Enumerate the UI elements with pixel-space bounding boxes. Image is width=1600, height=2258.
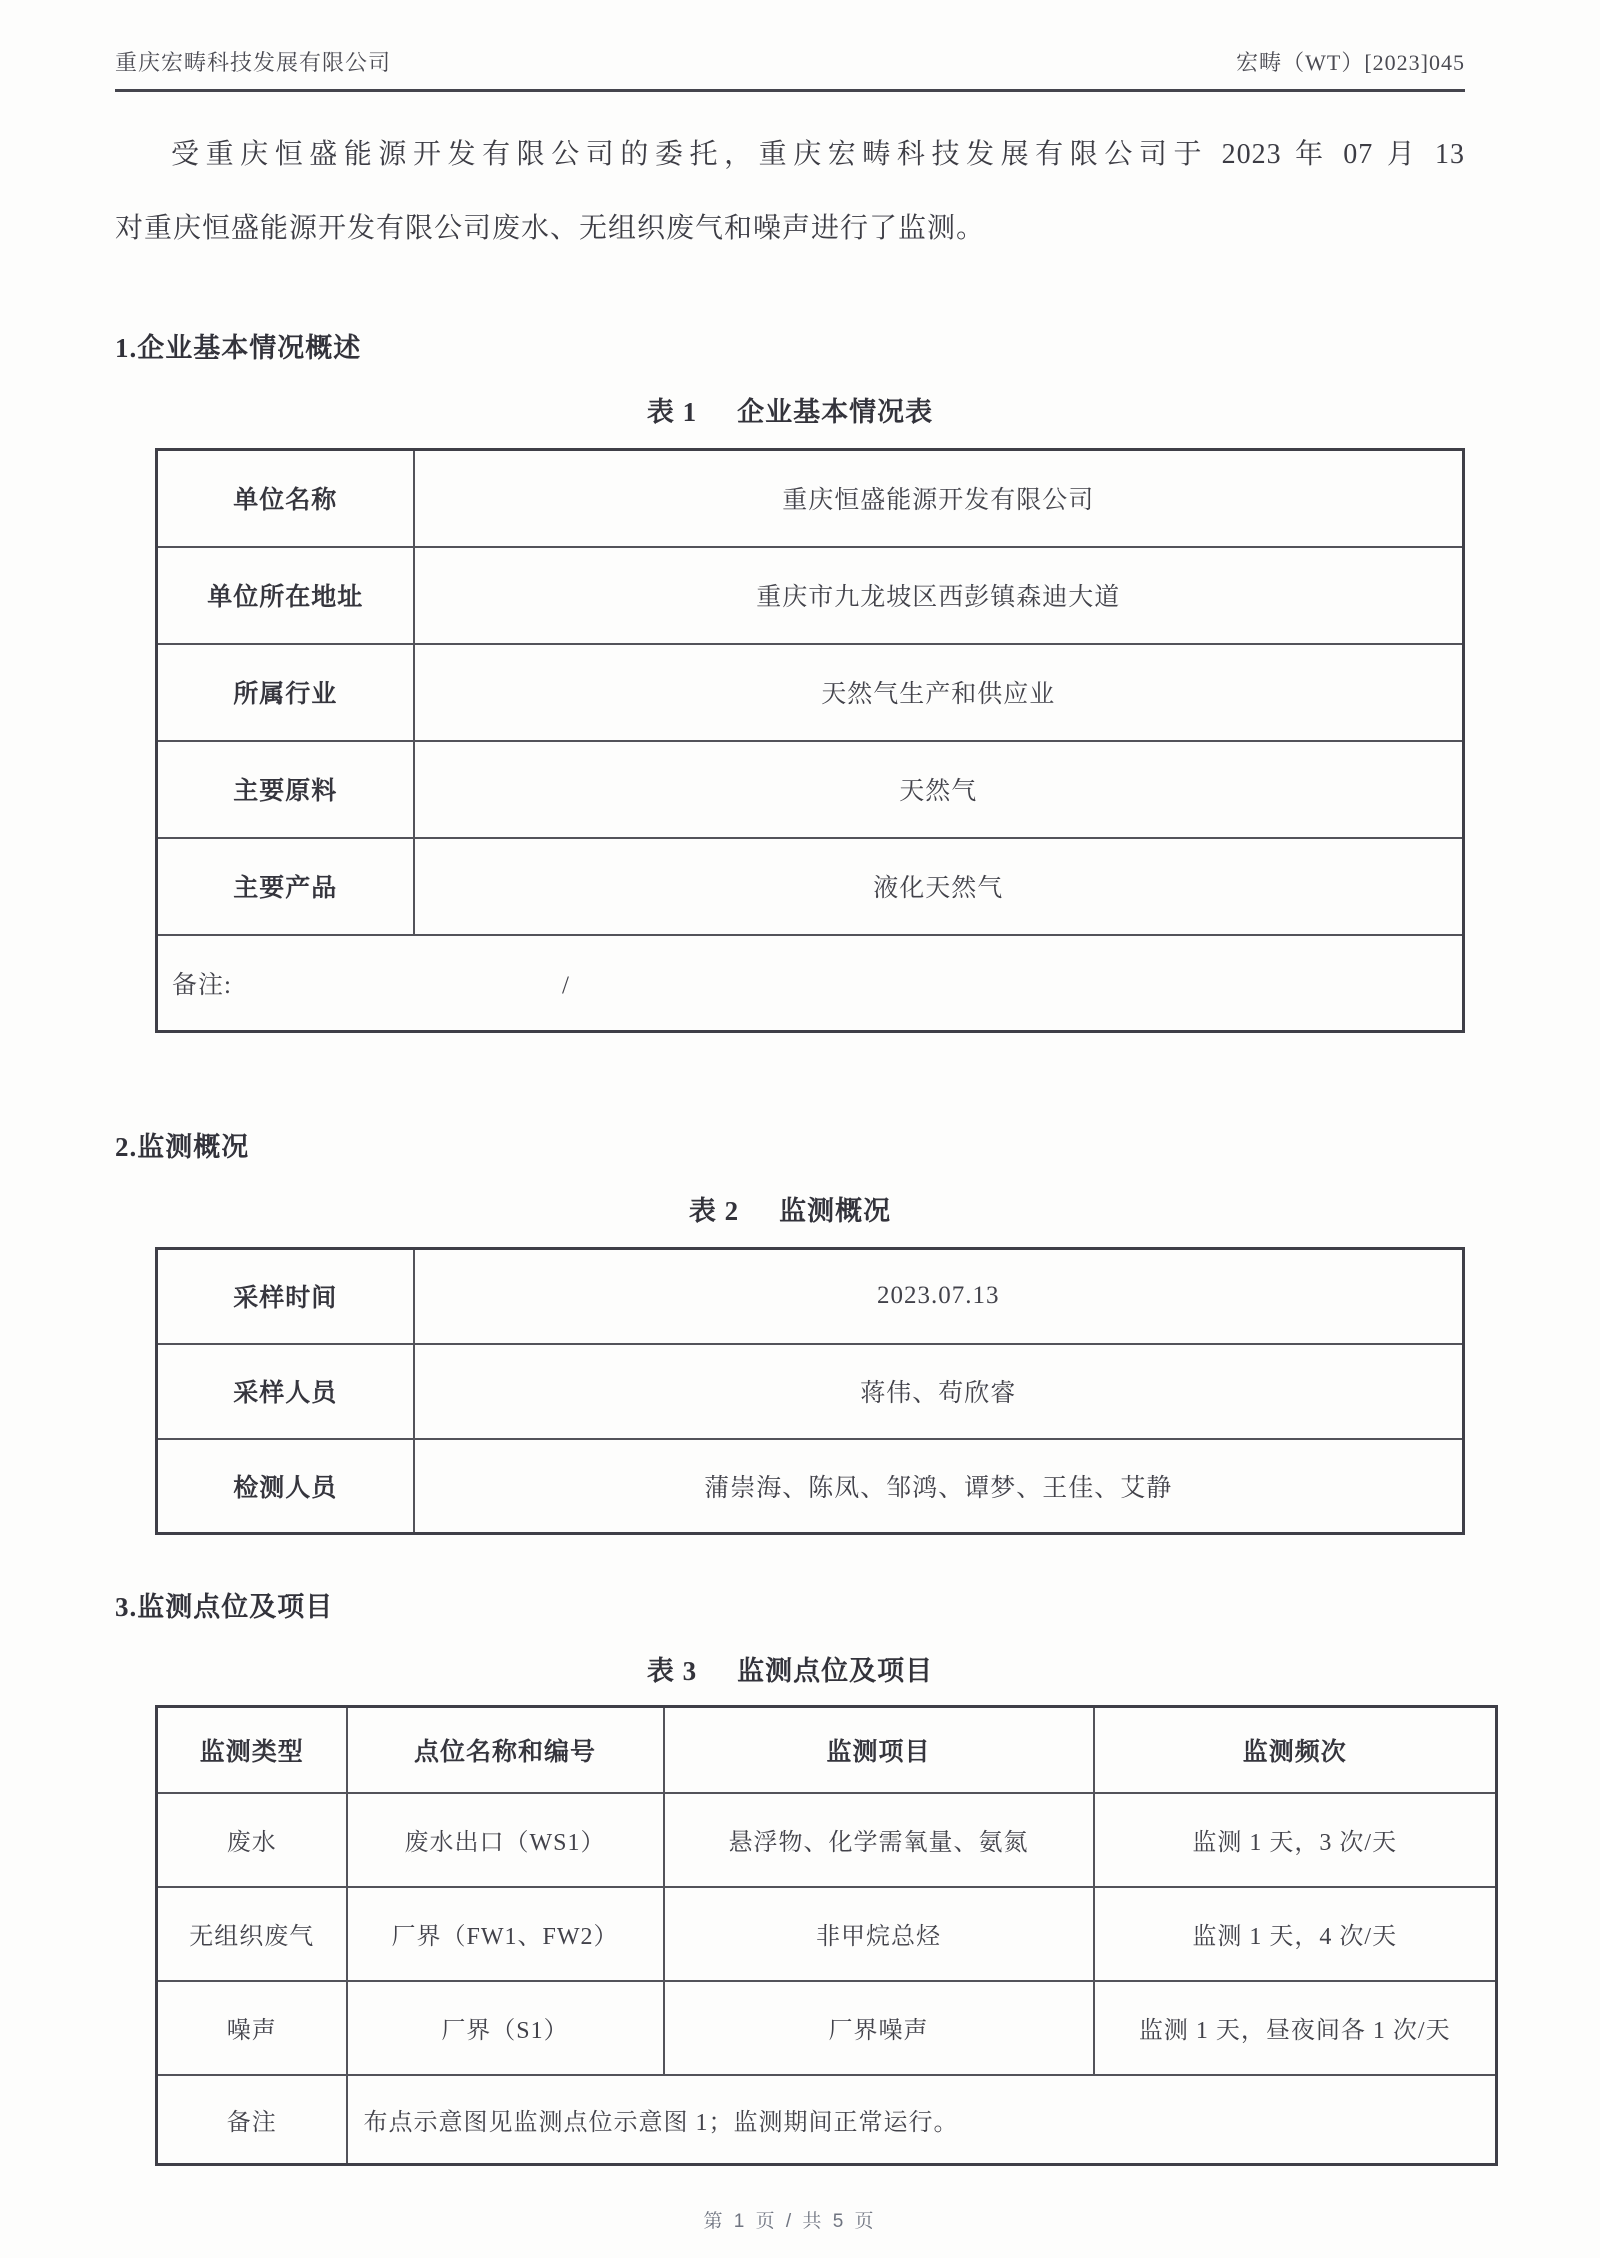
footer-page-number: 第 1 页 / 共 5 页 xyxy=(703,2211,877,2232)
row-value: 天然气 xyxy=(414,741,1464,838)
table-row xyxy=(157,838,1464,935)
company-name: 重庆宏畴科技发展有限公司 xyxy=(115,50,392,75)
cell-frequency: 监测 1 天，3 次/天 xyxy=(1094,1793,1497,1887)
table-1-name: 企业基本情况表 xyxy=(737,397,934,427)
row-label: 单位名称 xyxy=(157,450,414,547)
table-3-name: 监测点位及项目 xyxy=(737,1656,934,1686)
intro-paragraph xyxy=(115,118,1465,266)
note-label: 备注: xyxy=(172,971,232,999)
table-row xyxy=(157,741,1464,838)
row-value: 蒲崇海、陈凤、邹鸿、谭梦、王佳、艾静 xyxy=(414,1439,1464,1534)
cell-items: 悬浮物、化学需氧量、氨氮 xyxy=(664,1793,1094,1887)
row-value: 重庆市九龙坡区西彭镇森迪大道 xyxy=(414,547,1464,644)
row-label: 采样人员 xyxy=(157,1344,414,1439)
row-label: 主要产品 xyxy=(157,838,414,935)
row-value: 蒋伟、苟欣睿 xyxy=(414,1344,1464,1439)
cell-type: 废水 xyxy=(157,1793,347,1887)
table-row xyxy=(157,1887,1497,1981)
table-2-name: 监测概况 xyxy=(779,1196,892,1226)
note-value: 布点示意图见监测点位示意图 1；监测期间正常运行。 xyxy=(347,2075,1497,2165)
column-header: 监测频次 xyxy=(1094,1707,1497,1793)
page-header xyxy=(115,46,1465,92)
row-label: 所属行业 xyxy=(157,644,414,741)
column-header: 点位名称和编号 xyxy=(347,1707,664,1793)
monitoring-overview-table xyxy=(155,1247,1465,1535)
table-2-number: 表 2 xyxy=(688,1196,740,1226)
note-row xyxy=(157,2075,1497,2165)
row-label: 检测人员 xyxy=(157,1439,414,1534)
monitoring-points-table xyxy=(155,1705,1498,2166)
row-value: 天然气生产和供应业 xyxy=(414,644,1464,741)
row-label: 主要原料 xyxy=(157,741,414,838)
row-label: 采样时间 xyxy=(157,1249,414,1344)
table-1-title xyxy=(115,394,1465,430)
cell-type: 无组织废气 xyxy=(157,1887,347,1981)
cell-point: 废水出口（WS1） xyxy=(347,1793,664,1887)
document-number: 宏畴（WT）[2023]045 xyxy=(1236,50,1465,75)
note-row xyxy=(157,935,1464,1032)
table-row xyxy=(157,1439,1464,1534)
section-heading-3: 3.监测点位及项目 xyxy=(115,1592,334,1622)
cell-items: 厂界噪声 xyxy=(664,1981,1094,2075)
table-row xyxy=(157,1249,1464,1344)
table-row xyxy=(157,644,1464,741)
table-1-number: 表 1 xyxy=(646,397,698,427)
table-row xyxy=(157,1981,1497,2075)
table-header-row xyxy=(157,1707,1497,1793)
section-heading-2: 2.监测概况 xyxy=(115,1132,250,1162)
intro-line-2: 对重庆恒盛能源开发有限公司废水、无组织废气和噪声进行了监测。 xyxy=(115,213,986,244)
table-row xyxy=(157,547,1464,644)
cell-type: 噪声 xyxy=(157,1981,347,2075)
table-row xyxy=(157,1793,1497,1887)
column-header: 监测类型 xyxy=(157,1707,347,1793)
row-value: 2023.07.13 xyxy=(414,1249,1464,1344)
cell-items: 非甲烷总烃 xyxy=(664,1887,1094,1981)
row-value: 液化天然气 xyxy=(414,838,1464,935)
table-2-title xyxy=(115,1193,1465,1229)
row-value: 重庆恒盛能源开发有限公司 xyxy=(414,450,1464,547)
row-label: 单位所在地址 xyxy=(157,547,414,644)
table-3-title xyxy=(115,1653,1465,1689)
cell-frequency: 监测 1 天，4 次/天 xyxy=(1094,1887,1497,1981)
note-cell xyxy=(157,935,1464,1032)
note-label: 备注 xyxy=(157,2075,347,2165)
intro-line-1: 受重庆恒盛能源开发有限公司的委托，重庆宏畴科技发展有限公司于 2023 年 07 月 13 xyxy=(171,139,1465,170)
table-row xyxy=(157,1344,1464,1439)
table-row xyxy=(157,450,1464,547)
basic-info-table xyxy=(155,448,1465,1033)
cell-frequency: 监测 1 天，昼夜间各 1 次/天 xyxy=(1094,1981,1497,2075)
note-value: / xyxy=(561,971,570,999)
cell-point: 厂界（S1） xyxy=(347,1981,664,2075)
column-header: 监测项目 xyxy=(664,1707,1094,1793)
cell-point: 厂界（FW1、FW2） xyxy=(347,1887,664,1981)
table-3-number: 表 3 xyxy=(646,1656,698,1686)
section-heading-1: 1.企业基本情况概述 xyxy=(115,333,362,363)
